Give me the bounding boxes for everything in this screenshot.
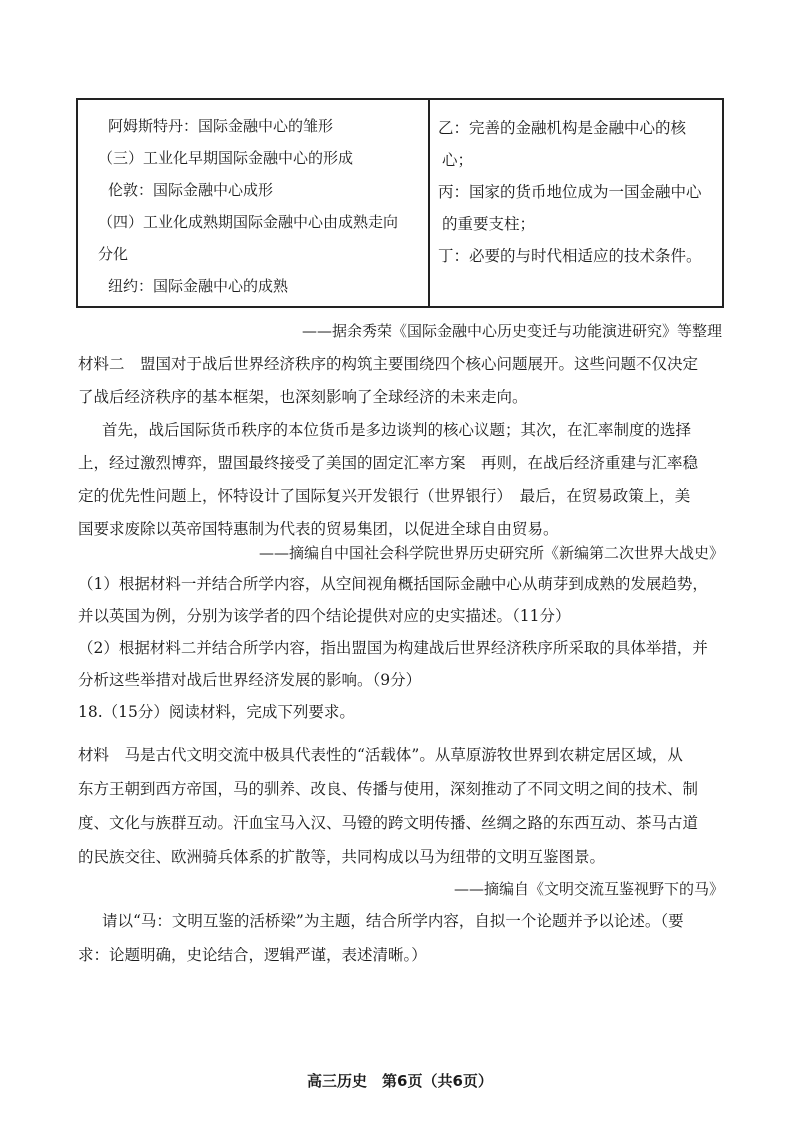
- task-line: 请以“马：文明互鉴的活桥梁”为主题，结合所学内容，自拟一个论题并予以论述。（要: [102, 912, 684, 930]
- question-18-title: 18.（15分）阅读材料，完成下列要求。: [78, 703, 355, 721]
- table-right-line: 丙：国家的货币地位成为一国金融中心: [438, 183, 702, 201]
- page-footer: 高三历史 第6页（共6页）: [307, 1072, 493, 1090]
- table-left-line: （四）工业化成熟期国际金融中心由成熟走向: [98, 213, 399, 231]
- source-citation-1: ——据余秀荣《国际金融中心历史变迁与功能演进研究》等整理: [301, 322, 722, 340]
- table-right-cell: [438, 112, 722, 272]
- material-3-line: 材料 马是古代文明交流中极具代表性的“活载体”。从草原游牧世界到农耕定居区域，从: [78, 746, 683, 764]
- material-2-line: 材料二 盟国对于战后世界经济秩序的构筑主要围绕四个核心问题展开。这些问题不仅决定: [78, 355, 699, 373]
- table-left-line: 分化: [98, 245, 129, 263]
- task: [78, 904, 724, 972]
- material-2-line: 首先，战后国际货币秩序的本位货币是多边谈判的核心议题；其次，在汇率制度的选择: [102, 421, 692, 439]
- table-right-line: 的重要支柱；: [442, 215, 536, 233]
- material-2-line: 定的优先性问题上，怀特设计了国际复兴开发银行（世界银行） 最后，在贸易政策上，美: [78, 487, 691, 505]
- material-3-line: 度、文化与族群互动。汗血宝马入汉、马镫的跨文明传播、丝绸之路的东西互动、茶马古道: [78, 814, 699, 832]
- table-left-cell: [86, 110, 422, 302]
- task-line: 求：论题明确，史论结合，逻辑严谨，表述清晰。）: [78, 946, 427, 964]
- material-2-line: 上，经过激烈博弈，盟国最终接受了美国的固定汇率方案 再则，在战后经济重建与汇率稳: [78, 454, 699, 472]
- questions: [78, 568, 724, 696]
- source-citation-2: ——摘编自中国社会科学院世界历史研究所《新编第二次世界大战史》: [258, 544, 724, 562]
- material-3: [78, 738, 724, 874]
- question-line: 并以英国为例，分别为该学者的四个结论提供对应的史实描述。（11分）: [78, 607, 571, 625]
- table-right-line: 丁：必要的与时代相适应的技术条件。: [438, 247, 702, 265]
- table-right-line: 心；: [442, 151, 474, 169]
- table-right-line: 乙：完善的金融机构是金融中心的核: [438, 119, 687, 137]
- question-line: 分析这些举措对战后世界经济发展的影响。（9分）: [78, 671, 422, 689]
- material-2-line: 国要求废除以英帝国特惠制为代表的贸易集团，以促进全球自由贸易。: [78, 520, 559, 538]
- question-line: （1）根据材料一并结合所学内容，从空间视角概括国际金融中心从萌芽到成熟的发展趋势，: [78, 575, 708, 593]
- question-line: （2）根据材料二并结合所学内容，指出盟国为构建战后世界经济秩序所采取的具体举措，并: [78, 639, 708, 657]
- source-citation-3: ——摘编自《文明交流互鉴视野下的马》: [453, 880, 724, 898]
- material-2: [78, 348, 724, 546]
- table-left-line: 纽约：国际金融中心的成熟: [108, 277, 289, 295]
- material-3-line: 的民族交往、欧洲骑兵体系的扩散等，共同构成以马为纽带的文明互鉴图景。: [78, 848, 606, 866]
- table-divider: [428, 100, 430, 306]
- table-left-line: （三）工业化早期国际金融中心的形成: [98, 149, 354, 167]
- table-left-line: 阿姆斯特丹：国际金融中心的雏形: [108, 117, 334, 135]
- table-left-line: 伦敦：国际金融中心成形: [108, 181, 274, 199]
- material-2-line: 了战后经济秩序的基本框架，也深刻影响了全球经济的未来走向。: [78, 388, 528, 406]
- conclusion-table: [76, 98, 724, 308]
- material-3-line: 东方王朝到西方帝国，马的驯养、改良、传播与使用，深刻推动了不同文明之间的技术、制: [78, 780, 699, 798]
